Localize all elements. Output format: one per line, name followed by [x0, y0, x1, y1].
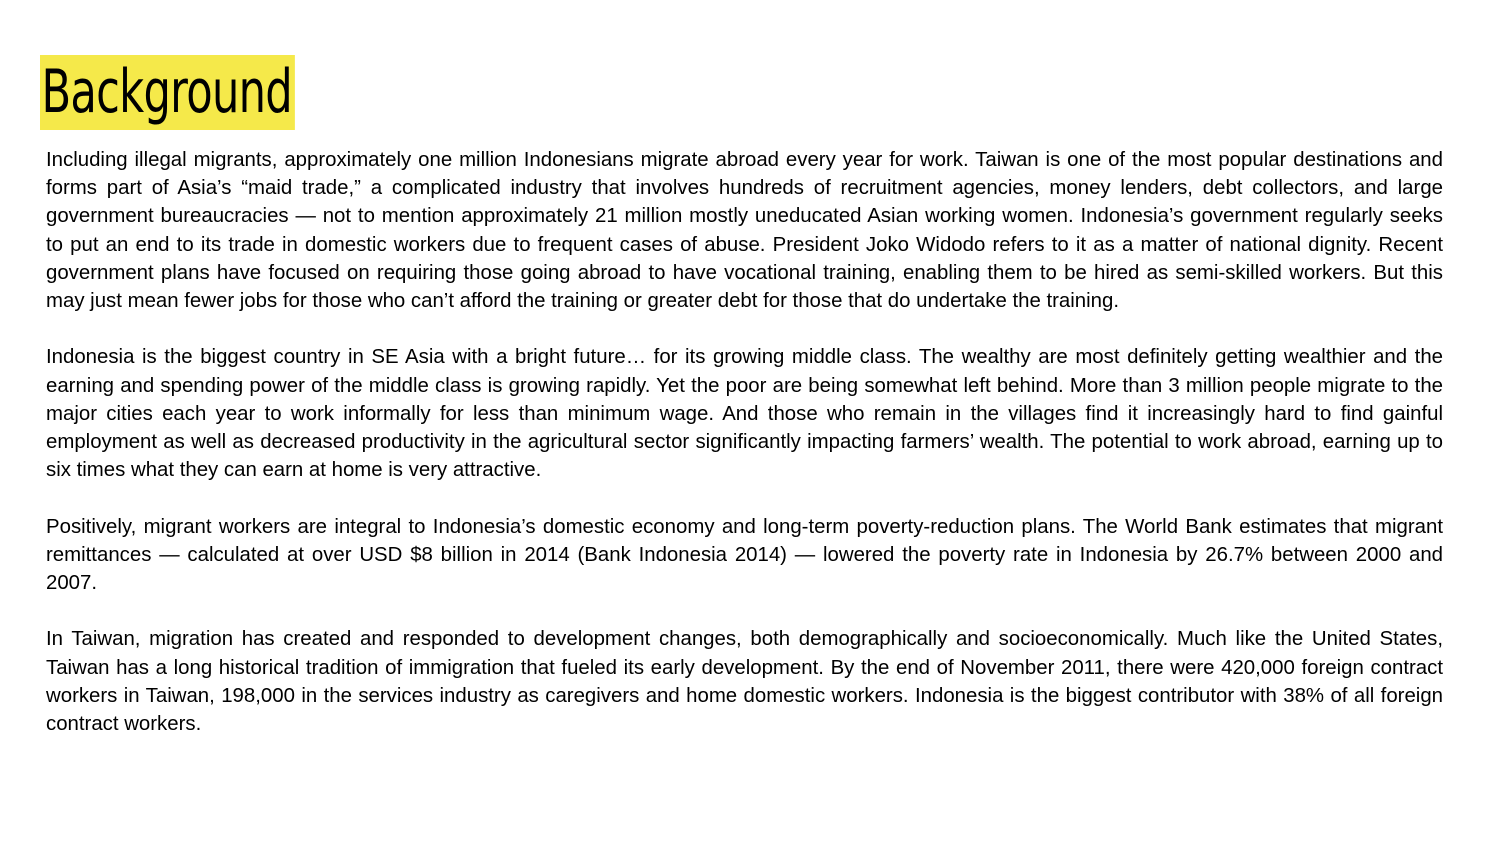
paragraph-1: Including illegal migrants, approximately one million Indonesians migrate abroad every year for work. Taiwan is one of the most popular destinations and forms part of Asia’s “maid trade,” a complicated industry that involves hundreds of recruitment agencies, money lenders, debt collectors, and large government bureaucracies — not to mention approximately 21 million mostly uneducated Asian working women. Indonesia’s government regularly seeks to put an end to its trade in domestic workers due to frequent cases of abuse. President Joko Widodo refers to it as a matter of national dignity. Recent government plans have focused on requiring those going abroad to have vocational training, enabling them to be hired as semi-skilled workers. But this may just mean fewer jobs for those who can’t afford the training or greater debt for those that do undertake the training. — [46, 149, 1443, 313]
paragraph-4: In Taiwan, migration has created and responded to development changes, both demographically and socioeconomically. Much like the United States, Taiwan has a long historical tradition of immigration that fueled its early development. By the end of November 2011, there were 420,000 foreign contract workers in Taiwan, 198,000 in the services industry as caregivers and home domestic workers. Indonesia is the biggest contributor with 38% of all foreign contract workers. — [46, 628, 1443, 736]
paragraph-3: Positively, migrant workers are integral to Indonesia’s domestic economy and long-term poverty-reduction plans. The World Bank estimates that migrant remittances — calculated at over USD $8 billion in 2014 (Bank Indonesia 2014) — lowered the poverty rate in Indonesia by 26.7% between 2000 and 2007. — [46, 515, 1443, 595]
body-text — [46, 146, 1443, 766]
page-title: Background — [40, 55, 295, 130]
paragraph-2: Indonesia is the biggest country in SE Asia with a bright future… for its growing middle class. The wealthy are most definitely getting wealthier and the earning and spending power of the middle class is growing rapidly. Yet the poor are being somewhat left behind. More than 3 million people migrate to the major cities each year to work informally for less than minimum wage. And those who remain in the villages find it increasingly hard to find gainful employment as well as decreased productivity in the agricultural sector significantly impacting farmers’ wealth. The potential to work abroad, earning up to six times what they can earn at home is very attractive. — [46, 346, 1443, 482]
